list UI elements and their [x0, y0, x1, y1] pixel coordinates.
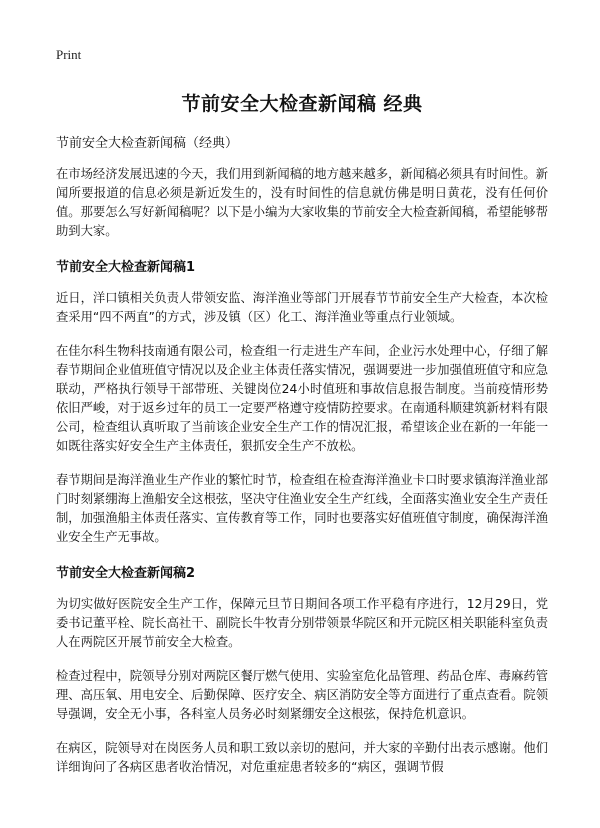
print-link[interactable]: Print [56, 47, 82, 62]
intro-paragraph: 在市场经济发展迅速的今天，我们用到新闻稿的地方越来越多，新闻稿必须具有时间性。新闻所要报道的信息必须是新近发生的，没有时间性的信息就仿佛是明日黄花，没有任何价值。那要怎么写好新闻稿呢？以下是小编为大家收集的节前安全大检查新闻稿，希望能够帮助到大家。 [56, 167, 548, 238]
body-paragraph: 检查过程中，院领导分别对两院区餐厅燃气使用、实验室危化品管理、药品仓库、毒麻药管理、高压氧、用电安全、后勤保障、医疗安全、病区消防安全等方面进行了重点查看。院领导强调，安全无小事，各科室人员务必时刻紧绷安全这根弦，保持危机意识。 [56, 669, 548, 721]
article-subtitle: 节前安全大检查新闻稿（经典） [56, 136, 239, 151]
body-paragraph: 为切实做好医院安全生产工作，保障元旦节日期间各项工作平稳有序进行，12月29日，党委书记董平栓、院长高社干、副院长牛牧青分别带领景华院区和开元院区相关职能科室负责人在两院区开展节前安全大检查。 [56, 597, 548, 649]
section-1 [56, 256, 548, 547]
section-2 [56, 562, 548, 777]
page-title: 节前安全大检查新闻稿 经典 [181, 93, 423, 115]
body-paragraph: 近日，洋口镇相关负责人带领安监、海洋渔业等部门开展春节节前安全生产大检查，本次检查采用“四不两直”的方式，涉及镇（区）化工、海洋渔业等重点行业领域。 [56, 291, 548, 324]
body-paragraph: 春节期间是海洋渔业生产作业的繁忙时节，检查组在检查海洋渔业卡口时要求镇海洋渔业部门时刻紧绷海上渔船安全这根弦，坚决守住渔业安全生产红线，全面落实渔业安全生产责任制，加强渔船主体责任落实、宣传教育等工作，同时也要落实好值班值守制度，确保海洋渔业安全生产无事故。 [56, 473, 548, 544]
section-heading: 节前安全大检查新闻稿2 [56, 566, 196, 581]
body-paragraph: 在佳尔科生物科技南通有限公司，检查组一行走进生产车间，企业污水处理中心，仔细了解春节期间企业值班值守情况以及企业主体责任落实情况，强调要进一步加强值班值守和应急联动，严格执行领导干部带班、关键岗位24小时值班和事故信息报告制度。当前疫情形势依旧严峻，对于返乡过年的员工一定要严格遵守疫情防控要求。在南通科顺建筑新材料有限公司，检查组认真听取了当前该企业安全生产工作的情况汇报，希望该企业在新的一年能一如既往落实好安全生产主体责任，狠抓安全生产不放松。 [56, 344, 548, 453]
section-heading: 节前安全大检查新闻稿1 [56, 260, 196, 275]
body-paragraph: 在病区，院领导对在岗医务人员和职工致以亲切的慰问，并大家的辛勤付出表示感谢。他们详细询问了各病区患者收治情况，对危重症患者较多的“病区，强调节假 [56, 741, 548, 774]
